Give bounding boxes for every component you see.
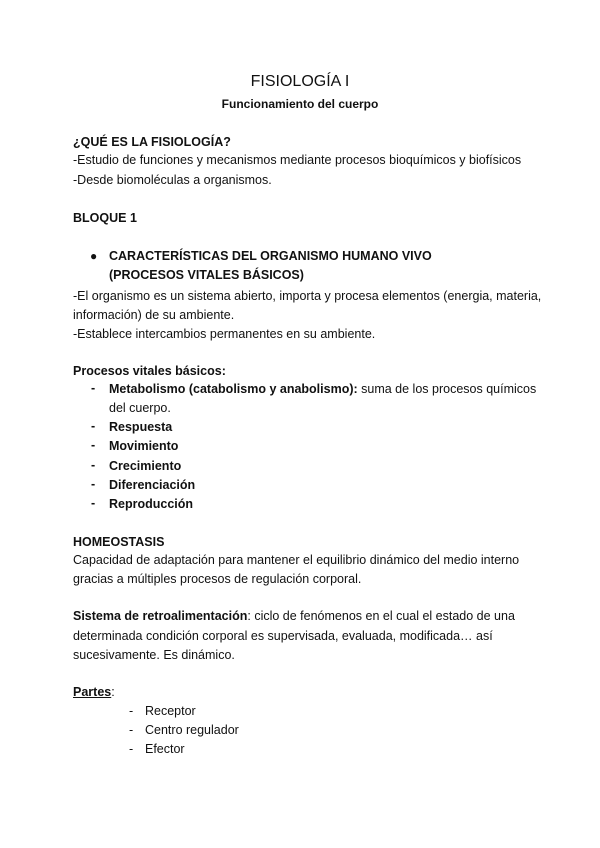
list-dash: - <box>91 458 96 472</box>
list-item-metabolism-cont: del cuerpo. <box>109 401 171 415</box>
block-heading: BLOQUE 1 <box>73 211 137 225</box>
parts-colon: : <box>111 685 115 699</box>
sub-list-item: Receptor <box>145 704 196 718</box>
characteristics-title: CARACTERÍSTICAS DEL ORGANISMO HUMANO VIVO <box>109 249 432 263</box>
paragraph-line: determinada condición corporal es supervisada, evaluada, modificada… así <box>73 629 493 643</box>
sub-list-dash: - <box>129 742 134 756</box>
bullet-icon: ● <box>90 249 98 263</box>
homeostasis-heading: HOMEOSTASIS <box>73 535 165 549</box>
document-title: FISIOLOGÍA I <box>250 73 350 90</box>
list-dash: - <box>91 419 96 433</box>
paragraph-line: gracias a múltiples procesos de regulación corporal. <box>73 572 362 586</box>
list-dash: - <box>91 496 96 510</box>
metabolism-definition: suma de los procesos químicos <box>357 382 537 396</box>
list-dash: - <box>91 438 96 452</box>
list-item: Reproducción <box>109 497 194 511</box>
processes-heading: Procesos vitales básicos: <box>73 364 226 378</box>
characteristics-subtitle: (PROCESOS VITALES BÁSICOS) <box>109 268 304 282</box>
list-item: Crecimiento <box>109 459 182 473</box>
list-item: Movimiento <box>109 439 179 453</box>
list-dash: - <box>91 477 96 491</box>
feedback-line <box>73 607 515 626</box>
paragraph-line: -Desde biomoléculas a organismos. <box>73 173 272 187</box>
paragraph-line: Capacidad de adaptación para mantener el equilibrio dinámico del medio interno <box>73 553 520 567</box>
sub-list-item: Efector <box>145 742 185 756</box>
parts-label: Partes <box>73 685 112 699</box>
list-item: Respuesta <box>109 420 173 434</box>
paragraph-line: -Establece intercambios permanentes en su ambiente. <box>73 327 376 341</box>
metabolism-term: Metabolismo (catabolismo y anabolismo): <box>109 382 358 396</box>
parts-heading <box>73 683 115 702</box>
list-dash: - <box>91 381 96 395</box>
paragraph-line: sucesivamente. Es dinámico. <box>73 648 235 662</box>
paragraph-line: -El organismo es un sistema abierto, importa y procesa elementos (energia, materia, <box>73 289 542 303</box>
feedback-term: Sistema de retroalimentación <box>73 609 248 623</box>
feedback-definition: : ciclo de fenómenos en el cual el estado de una <box>247 609 515 623</box>
document-subtitle: Funcionamiento del cuerpo <box>221 97 379 111</box>
sub-list-dash: - <box>129 723 134 737</box>
sub-list-dash: - <box>129 704 134 718</box>
list-item: Diferenciación <box>109 478 196 492</box>
section-heading-physiology: ¿QUÉ ES LA FISIOLOGÍA? <box>73 135 231 149</box>
list-item-metabolism <box>109 380 536 399</box>
paragraph-line: -Estudio de funciones y mecanismos mediante procesos bioquímicos y biofísicos <box>73 153 522 167</box>
sub-list-item: Centro regulador <box>145 723 239 737</box>
paragraph-line: información) de su ambiente. <box>73 308 235 322</box>
